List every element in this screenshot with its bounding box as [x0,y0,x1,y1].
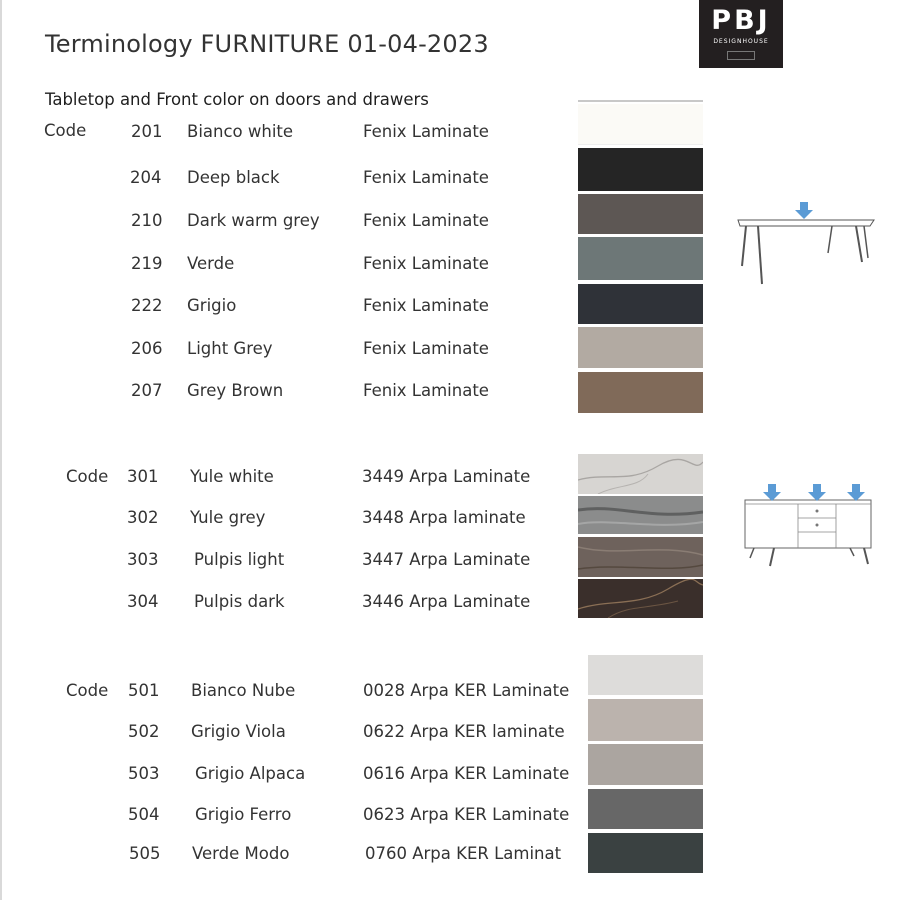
row-material: 0028 Arpa KER Laminate [363,681,570,700]
row-material: Fenix Laminate [363,168,489,187]
row-material: 3449 Arpa Laminate [362,467,531,486]
logo [699,0,783,68]
row-material: 3447 Arpa Laminate [362,550,531,569]
row-name: Bianco Nube [191,681,296,700]
row-name: Yule white [190,467,274,486]
arrow-down-icon [847,484,865,501]
color-swatch-210 [578,194,703,234]
swatch-divider [578,100,703,102]
color-swatch-504 [588,789,703,829]
row-material: 0616 Arpa KER Laminate [363,764,570,783]
row-name: Grigio Alpaca [195,764,306,783]
row-material: Fenix Laminate [363,254,489,273]
color-swatch-204 [578,148,703,191]
color-swatch-222 [578,284,703,324]
color-swatch-302 [578,496,703,534]
row-name: Grey Brown [187,381,284,400]
row-code: 206 [131,339,163,358]
row-code: 505 [129,844,161,863]
row-code: 207 [131,381,163,400]
row-material: Fenix Laminate [363,211,489,230]
arrow-down-icon [763,484,781,501]
color-swatch-501 [588,655,703,695]
logo-est-badge [727,51,755,60]
row-material: Fenix Laminate [363,122,489,141]
row-name: Dark warm grey [187,211,320,230]
row-material: 0622 Arpa KER laminate [363,722,565,741]
table-illustration-icon [732,198,880,288]
arrow-down-icon [808,484,826,501]
row-material: Fenix Laminate [363,381,489,400]
page-title: Terminology FURNITURE 01-04-2023 [45,30,489,58]
page-edge [0,0,2,900]
color-swatch-502 [588,699,703,741]
row-code: 219 [131,254,163,273]
sideboard-illustration-icon [740,480,880,570]
color-swatch-206 [578,327,703,368]
row-name: Light Grey [187,339,273,358]
color-swatch-207 [578,372,703,413]
row-material: 3446 Arpa Laminate [362,592,531,611]
row-code: 201 [131,122,163,141]
row-code: 501 [128,681,160,700]
logo-subtext: DESIGNHOUSE [713,38,769,45]
row-name: Pulpis dark [194,592,285,611]
row-code: 502 [128,722,160,741]
row-name: Yule grey [190,508,266,527]
section-3-code-label: Code [66,681,109,700]
row-name: Pulpis light [194,550,285,569]
row-code: 204 [130,168,162,187]
row-material: Fenix Laminate [363,296,489,315]
row-code: 504 [128,805,160,824]
row-name: Verde Modo [192,844,290,863]
arrow-down-icon [795,202,813,219]
row-material: 0760 Arpa KER Laminat [365,844,562,863]
color-swatch-304 [578,579,703,618]
color-swatch-505 [588,833,703,873]
section-2-code-label: Code [66,467,109,486]
section-1-code-label: Code [44,121,87,140]
row-code: 210 [131,211,163,230]
color-swatch-201 [578,104,703,145]
row-code: 222 [131,296,163,315]
row-code: 503 [128,764,160,783]
row-name: Grigio Viola [191,722,286,741]
color-swatch-301 [578,454,703,494]
row-name: Verde [187,254,235,273]
row-name: Grigio [187,296,237,315]
row-material: Fenix Laminate [363,339,489,358]
row-code: 304 [127,592,159,611]
logo-mark: PBJ [711,5,771,36]
row-material: 0623 Arpa KER Laminate [363,805,570,824]
page-subtitle: Tabletop and Front color on doors and drawers [45,90,429,109]
row-code: 302 [127,508,159,527]
row-name: Bianco white [187,122,294,141]
row-code: 303 [127,550,159,569]
color-swatch-503 [588,744,703,785]
row-material: 3448 Arpa laminate [362,508,526,527]
row-name: Grigio Ferro [195,805,292,824]
color-swatch-303 [578,537,703,577]
row-code: 301 [127,467,159,486]
row-name: Deep black [187,168,280,187]
color-swatch-219 [578,237,703,280]
